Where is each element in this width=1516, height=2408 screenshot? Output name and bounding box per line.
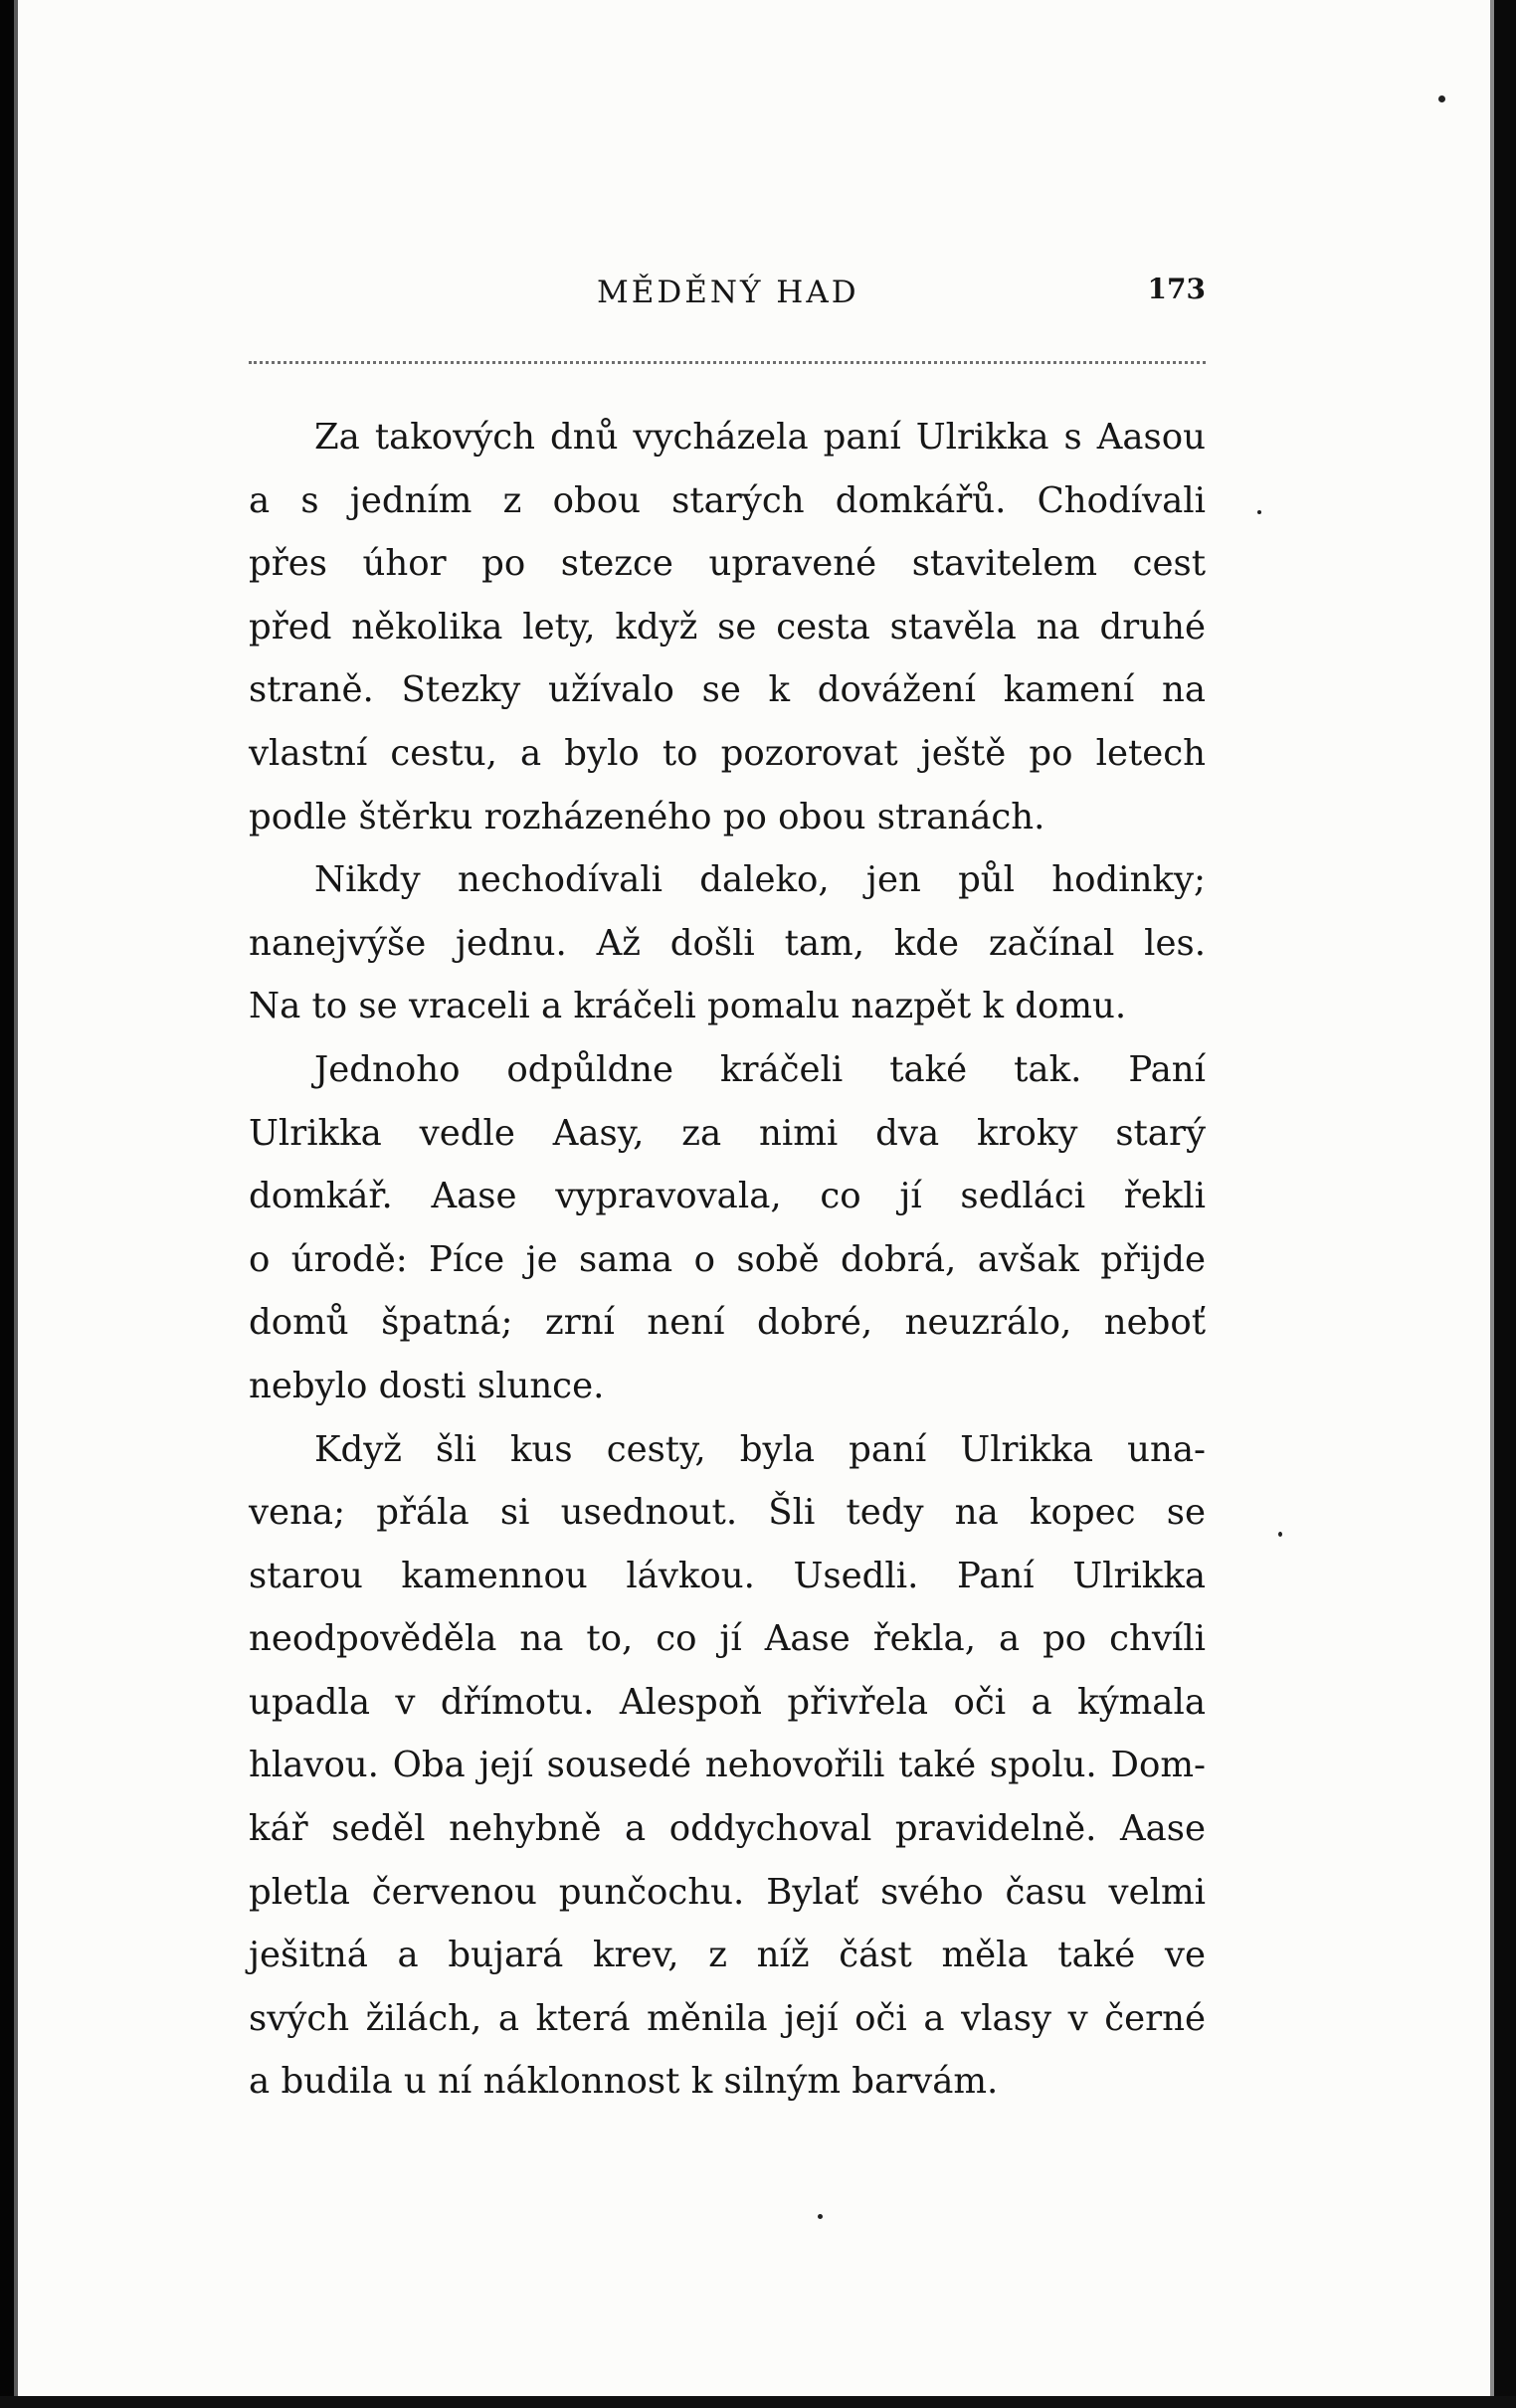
text-line: Když šli kus cesty, byla paní Ulrikka una- [314, 1428, 1206, 1470]
text-line: svých žilách, a která měnila její oči a vlasy v černé [249, 1997, 1206, 2039]
text-line: a budila u ní náklonnost k silným barvám. [249, 2061, 999, 2103]
text-line: vlastní cestu, a bylo to pozorovat ještě po letech [249, 732, 1206, 774]
text-line: neodpověděla na to, co jí Aase řekla, a po chvíli [249, 1618, 1206, 1660]
text-line: Nikdy nechodívali daleko, jen půl hodinky; [314, 859, 1206, 901]
text-line: vena; přála si usednout. Šli tedy na kopec se [249, 1492, 1206, 1534]
scan-speck [1438, 95, 1445, 102]
header-dotted-rule [249, 361, 1206, 364]
text-line: přes úhor po stezce upravené stavitelem cest [249, 543, 1206, 585]
running-header [249, 269, 1206, 318]
scan-edge-left [0, 0, 14, 2408]
text-line: starou kamennou lávkou. Usedli. Paní Ulrikka [249, 1555, 1206, 1596]
text-line: upadla v dřímotu. Alespoň přivřela oči a kýmala [249, 1681, 1206, 1723]
text-line: a s jedním z obou starých domkářů. Chodívali [249, 479, 1206, 521]
scan-speck [1278, 1532, 1282, 1537]
text-line: před několika lety, když se cesta stavěla na druhé [249, 606, 1206, 648]
text-line: Za takových dnů vycházela paní Ulrikka s Aasou [314, 417, 1206, 458]
text-line: Ulrikka vedle Aasy, za nimi dva kroky starý [249, 1112, 1206, 1154]
page-number: 173 [1147, 273, 1206, 305]
body-text [249, 406, 1206, 2114]
text-line: Jednoho odpůldne kráčeli také tak. Paní [314, 1048, 1206, 1090]
running-title: MĚDĚNÝ HAD [597, 275, 859, 310]
text-line: pletla červenou punčochu. Bylať svého času velmi [249, 1871, 1206, 1913]
scan-edge-right [1494, 0, 1516, 2408]
text-line: straně. Stezky užívalo se k dovážení kamení na [249, 669, 1206, 711]
scan-edge-left-shadow [14, 0, 18, 2408]
text-line: o úrodě: Píce je sama o sobě dobrá, avšak přijde [249, 1238, 1206, 1280]
text-line: hlavou. Oba její sousedé nehovořili také spolu. Dom- [249, 1745, 1206, 1786]
text-line: nebylo dosti slunce. [249, 1365, 605, 1406]
scan-speck [818, 2214, 823, 2219]
text-line: domů špatná; zrní není dobré, neuzrálo, neboť [249, 1302, 1206, 1344]
scan-speck [1257, 510, 1261, 514]
scan-edge-bottom [0, 2396, 1516, 2408]
scan-edge-right-shadow [1490, 0, 1494, 2408]
text-line: nanejvýše jednu. Až došli tam, kde začínal les. [249, 922, 1206, 964]
text-line: kář seděl nehybně a oddychoval pravidelně. Aase [249, 1808, 1206, 1850]
text-line: ješitná a bujará krev, z níž část měla také ve [249, 1935, 1206, 1976]
text-line: Na to se vraceli a kráčeli pomalu nazpět k domu. [249, 986, 1127, 1027]
text-line: podle štěrku rozházeného po obou stranách. [249, 796, 1045, 837]
text-line: domkář. Aase vypravovala, co jí sedláci řekli [249, 1176, 1206, 1217]
